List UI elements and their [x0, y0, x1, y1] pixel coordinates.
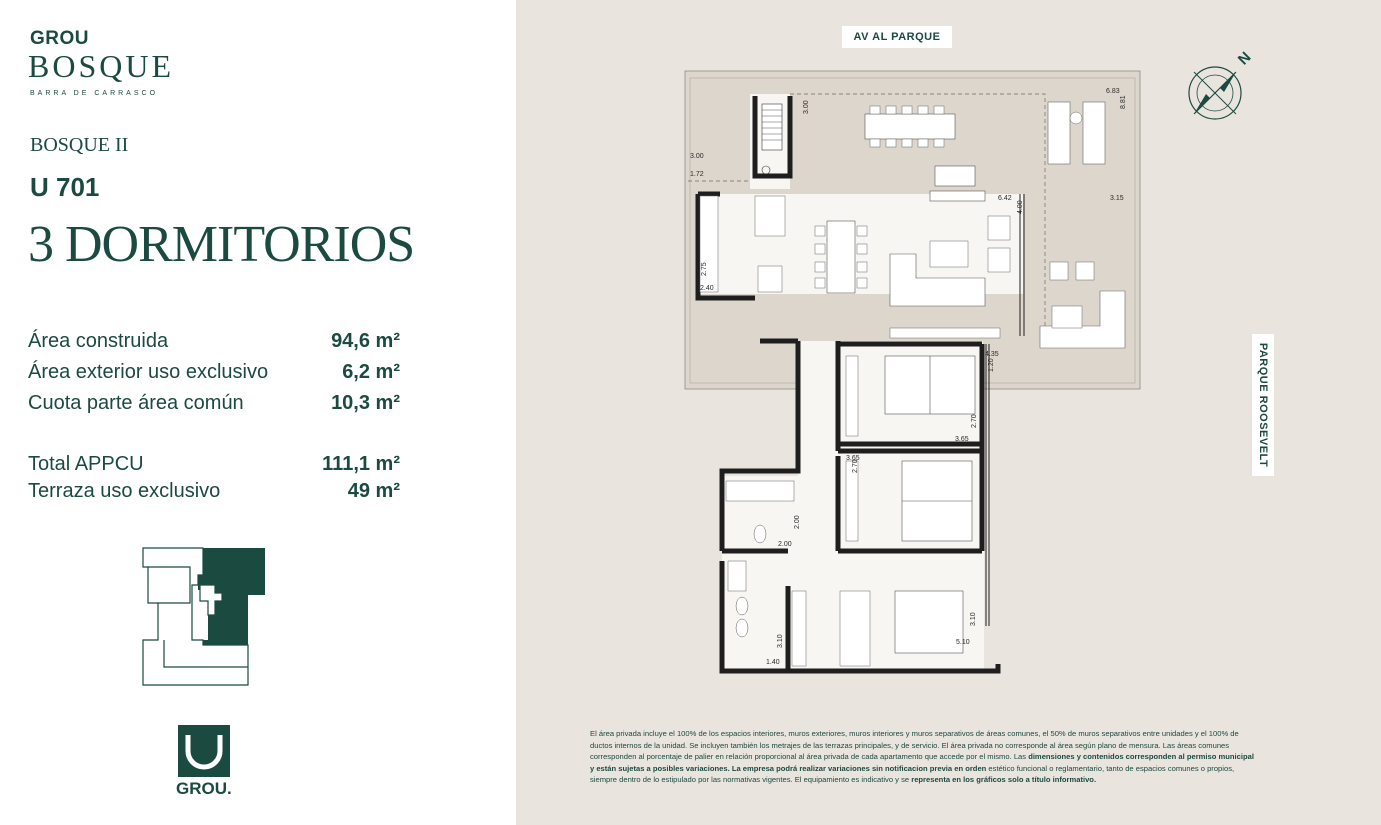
- area-row-cuota: [28, 392, 400, 418]
- dim-label: 2.70: [852, 459, 859, 473]
- dim-label: 1.40: [766, 659, 780, 666]
- unit-number: U 701: [30, 172, 100, 202]
- dim-label: 4.00: [1017, 200, 1024, 214]
- street-label-top: AV AL PARQUE: [842, 26, 952, 48]
- dim-label: 3.10: [777, 634, 784, 648]
- bedrooms-title: 3 DORMITORIOS: [28, 216, 415, 273]
- north-compass-icon: [1180, 40, 1260, 120]
- dim-label: 1.20: [988, 358, 995, 372]
- compass-north-label: N: [1234, 48, 1255, 69]
- total-row-terraza: [28, 480, 400, 506]
- area-row-exterior: [28, 361, 400, 387]
- street-right-text: PARQUE ROOSEVELT: [1257, 342, 1269, 468]
- area-row-construida: [28, 330, 400, 356]
- dim-label: 6.83: [1106, 88, 1120, 95]
- brand-subtitle: BARRA DE CARRASCO: [30, 90, 159, 97]
- area-label: Área construida: [28, 330, 169, 352]
- grou-logo-icon: [178, 725, 230, 777]
- dim-label: 2.75: [701, 262, 708, 276]
- dim-label: 3.00: [803, 100, 810, 114]
- dim-label: 1.72: [690, 171, 704, 178]
- dim-label: 2.70: [971, 414, 978, 428]
- terrace-table: [865, 114, 955, 139]
- legal-disclaimer: [590, 728, 1260, 786]
- dim-label: 3.10: [970, 612, 977, 626]
- total-value: 49 m²: [347, 480, 400, 502]
- bed-master: [895, 591, 963, 653]
- disclaimer-bold-1: dimensiones y contenidos corresponden al permiso municipal y están sujetas a posibles variaciones. La empresa podrá realizar variaciones sin notificacion previa en orden: [590, 752, 1254, 773]
- total-label: Terraza uso exclusivo: [28, 480, 221, 502]
- brand-grou: GROU: [30, 28, 89, 49]
- area-label: Área exterior uso exclusivo: [28, 361, 269, 383]
- brand-bosque: BOSQUE: [28, 48, 175, 84]
- floor-plan-drawing: [680, 66, 1160, 678]
- info-panel: [0, 0, 516, 825]
- dining-table: [827, 221, 855, 293]
- dim-label: 2.40: [700, 285, 714, 292]
- area-label: Cuota parte área común: [28, 392, 244, 414]
- dim-label: 8.81: [1120, 95, 1127, 109]
- disclaimer-text-1: El área privada incluye el 100% de los espacios interiores, muros exteriores, muros interiores y muros separativos de áreas comunes, el 50% de muros separativos entre unidades y el 100% de ductos internos de la unidad. Se incluyen también los metrajes de las terrazas principales, y de servicio. El área privada no corresponde al área según plano de mensura. Las áreas comunes corresponden al porcentaje de palier en relación proporcional al área privada de cada apartamento que accede por el mismo. Las: [590, 729, 1239, 761]
- dim-label: 2.00: [778, 541, 792, 548]
- total-value: 111,1 m²: [322, 453, 400, 475]
- street-label-right: [1252, 334, 1274, 476]
- area-value: 6,2 m²: [342, 361, 400, 383]
- dim-label: 6.42: [998, 195, 1012, 202]
- dim-label: 3.65: [846, 455, 860, 462]
- logo-text: GROU.: [176, 779, 232, 798]
- dim-label: 4.35: [985, 351, 999, 358]
- total-label: Total APPCU: [28, 453, 144, 475]
- dim-label: 3.15: [1110, 195, 1124, 202]
- area-value: 10,3 m²: [331, 392, 400, 414]
- dim-label: 3.00: [690, 153, 704, 160]
- area-value: 94,6 m²: [331, 330, 400, 352]
- disclaimer-bold-2: representa en los gráficos solo a título informativo.: [911, 775, 1097, 784]
- building-name: BOSQUE II: [30, 134, 129, 156]
- dim-label: 5.10: [956, 639, 970, 646]
- dim-label: 2.00: [794, 515, 801, 529]
- disclaimer-text-2: estético funcional o reglamentario, tanto de espacios comunes o propios, siempre dentro de lo estipulado por las normativas vigentes. El equipamiento es indicativo y se: [590, 763, 1235, 784]
- key-plan-diagram: [140, 545, 270, 690]
- total-row-appcu: [28, 453, 400, 479]
- dim-label: 3.65: [955, 436, 969, 443]
